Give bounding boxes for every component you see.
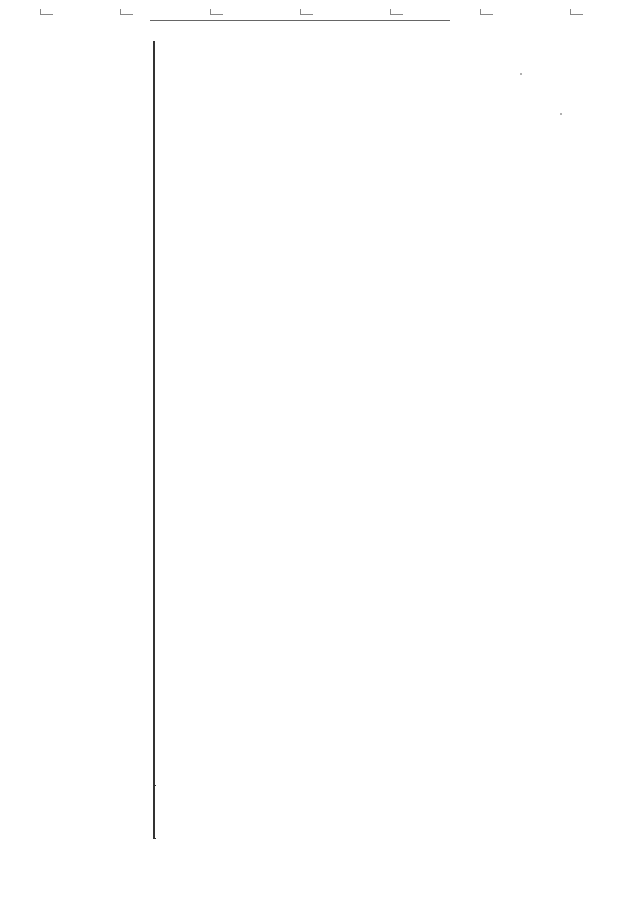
scan-dot <box>520 73 522 75</box>
harvest-table <box>153 41 443 839</box>
table-header <box>154 42 155 839</box>
header-indicators <box>154 785 155 838</box>
scan-mark <box>210 9 223 15</box>
scan-mark <box>120 9 133 15</box>
table-body <box>155 42 444 839</box>
scan-mark <box>390 9 403 15</box>
scan-mark <box>300 9 313 15</box>
header-total <box>154 679 155 785</box>
scan-dot <box>560 113 562 115</box>
header-by-density <box>154 42 155 680</box>
scan-mark <box>480 9 493 15</box>
scan-mark <box>570 9 583 15</box>
scan-edge-line <box>150 20 450 21</box>
scan-mark <box>40 9 53 15</box>
